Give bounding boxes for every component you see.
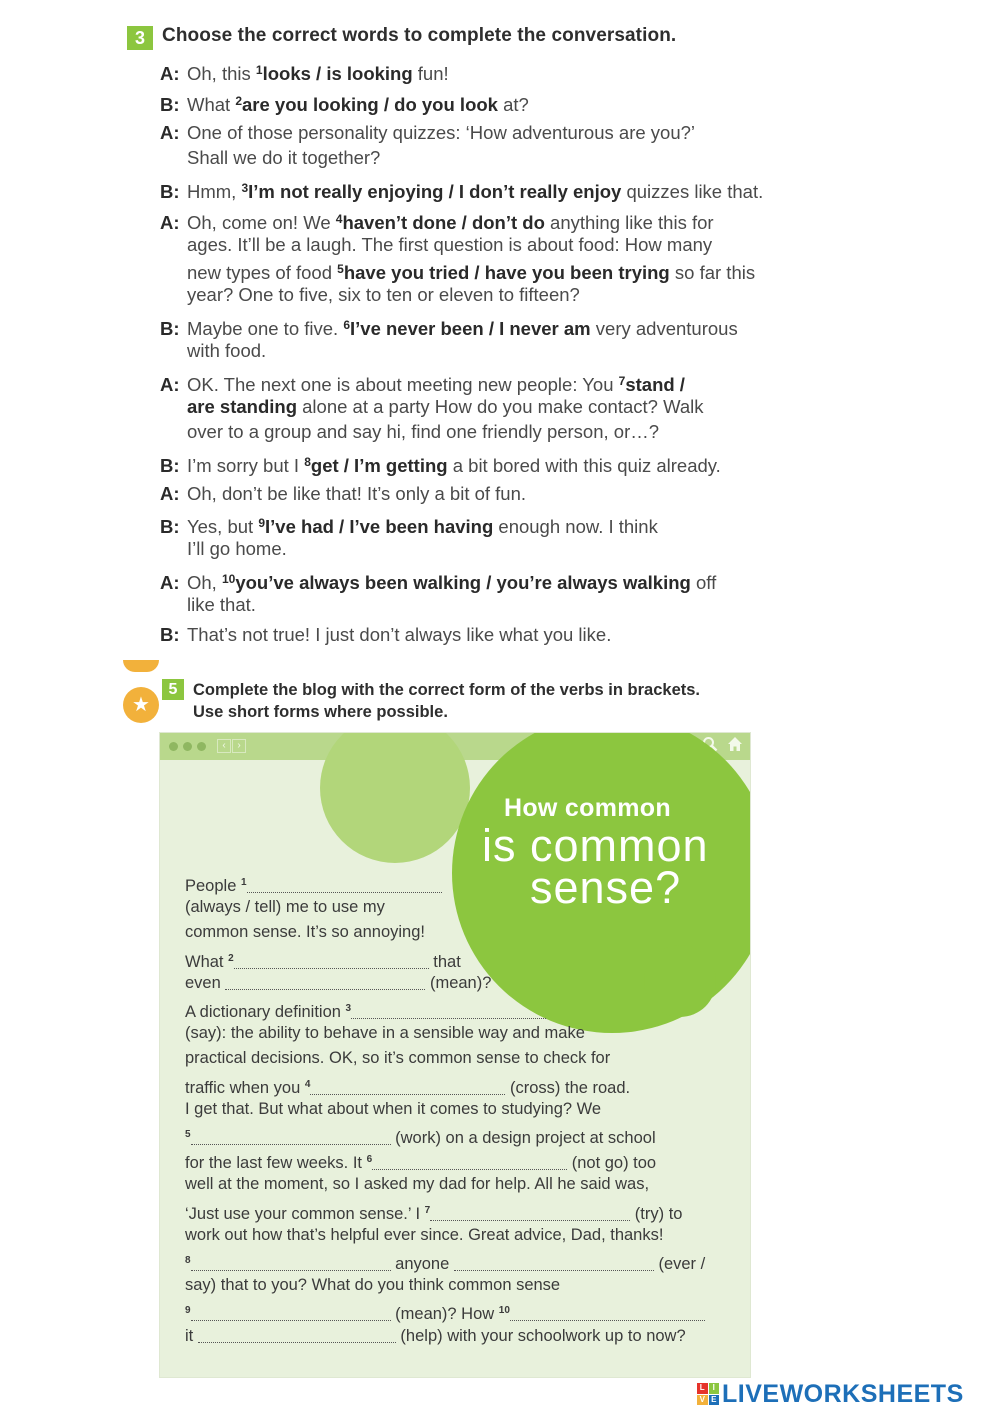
speaker-label: A: [160, 572, 180, 593]
conversation-line [160, 207, 714, 235]
blog-line [185, 1273, 560, 1298]
answer-options: you’ve always been walking / you’re always walking [235, 572, 691, 593]
item-number: 4 [335, 212, 343, 226]
logo-text: LIVEWORKSHEETS [722, 1379, 964, 1408]
text: so far this [669, 262, 756, 283]
text: (say): the ability to behave in a sensible way and make [185, 1024, 585, 1043]
speaker-label: A: [160, 483, 180, 504]
text: alone at a party How do you make contact? Walk [297, 396, 704, 417]
speaker-label: B: [160, 94, 180, 115]
text: anyone [390, 1255, 454, 1273]
item-number: 9 [185, 1305, 191, 1317]
conversation-line [160, 536, 287, 561]
liveworksheets-logo [697, 1381, 964, 1407]
text: year? One to five, six to ten or eleven to fifteen? [187, 284, 580, 305]
item-number: 1 [255, 63, 263, 77]
text: enough now. I think [493, 516, 658, 537]
speaker-label: A: [160, 212, 180, 233]
logo-icon [697, 1383, 719, 1405]
text: (mean)? [425, 973, 492, 992]
speaker-label: B: [160, 455, 180, 476]
text: Shall we do it together? [187, 147, 381, 168]
answer-blank[interactable] [247, 879, 442, 893]
text: I get that. But what about when it comes to studying? We [185, 1099, 602, 1118]
conversation-line [160, 369, 685, 397]
answer-blank[interactable] [198, 1329, 396, 1343]
text: What [185, 952, 229, 971]
item-number: 10 [221, 572, 236, 586]
text: OK. The next one is about meeting new people: You [187, 374, 619, 395]
item-number: 3 [241, 181, 249, 195]
window-dot-icon [197, 742, 206, 751]
text: (try) to [630, 1204, 683, 1223]
text: like that. [187, 594, 256, 615]
text: (mean)? How [390, 1305, 499, 1324]
text: new types of food [187, 262, 338, 283]
conversation-line [160, 120, 695, 145]
exercise-instruction: Choose the correct words to complete the conversation. [162, 25, 677, 46]
text: practical decisions. OK, so it’s common sense to check for [185, 1049, 611, 1068]
item-number: 5 [337, 262, 344, 276]
text: a bit bored with this quiz already. [447, 455, 721, 476]
answer-blank[interactable] [372, 1156, 567, 1170]
item-number: 5 [185, 1129, 191, 1140]
blog-title: sense? [530, 862, 682, 913]
conversation-line [160, 232, 712, 257]
text: (cross) the road. [505, 1078, 631, 1097]
text: say) that to you? What do you think common sense [185, 1276, 561, 1295]
answer-blank[interactable] [454, 1257, 654, 1271]
text: for the last few weeks. It [185, 1154, 367, 1173]
text: with food. [187, 340, 267, 361]
answer-blank[interactable] [234, 955, 429, 969]
blog-window [160, 733, 750, 1377]
conversation-line [160, 145, 380, 170]
answer-options: I’m not really enjoying / I don’t really enjoy [248, 181, 622, 202]
item-number: 8 [185, 1255, 191, 1266]
blog-line [185, 1097, 601, 1122]
conversation-line [160, 622, 611, 647]
text: (work) on a design project at school [390, 1129, 656, 1147]
logo-letter: V [697, 1395, 708, 1406]
window-dot-icon [183, 742, 192, 751]
text: One of those personality quizzes: ‘How adventurous are you?’ [187, 122, 696, 143]
text: common sense. It’s so annoying! [185, 923, 425, 942]
logo-letter: I [709, 1383, 720, 1394]
conversation-line [160, 481, 526, 506]
answer-options: get / I’m getting [310, 455, 448, 476]
text: well at the moment, so I asked my dad for help. All he said was, [185, 1175, 650, 1194]
blog-line [185, 1021, 585, 1046]
conversation-line [160, 567, 716, 595]
text: That’s not true! I just don’t always like what you like. [187, 624, 612, 645]
text: over to a group and say hi, find one friendly person, or…? [187, 421, 660, 442]
answer-blank[interactable] [225, 976, 425, 990]
speaker-label: B: [160, 318, 180, 339]
answer-options: haven’t done / don’t do [342, 212, 545, 233]
text: that [428, 952, 461, 971]
text: very adventurous [590, 318, 738, 339]
blog-line [185, 971, 491, 996]
blog-line [185, 1324, 686, 1349]
conversation-line [160, 394, 704, 419]
conversation-line [160, 592, 256, 617]
answer-blank[interactable] [191, 1131, 391, 1145]
blog-title: is common [482, 820, 709, 871]
text: at? [497, 94, 529, 115]
answer-options: are standing [187, 396, 297, 417]
text: anything like this for [544, 212, 714, 233]
item-number: 6 [366, 1154, 373, 1166]
answer-blank[interactable] [510, 1307, 705, 1321]
blog-line [185, 895, 385, 920]
text: A dictionary definition [185, 1003, 346, 1021]
instruction-line: Use short forms where possible. [193, 703, 448, 721]
item-number: 2 [235, 94, 243, 108]
answer-options: stand / [625, 374, 685, 395]
answer-blank[interactable] [191, 1307, 391, 1321]
text: Oh, [187, 572, 222, 593]
answer-options: looks / is looking [262, 63, 413, 84]
instruction-line: Complete the blog with the correct form of the verbs in brackets. [193, 681, 701, 699]
text: What [187, 94, 236, 115]
conversation-line [160, 511, 658, 539]
conversation-line [160, 58, 449, 86]
answer-blank[interactable] [430, 1207, 630, 1221]
text: I’m sorry but I [187, 455, 305, 476]
blog-title: How common [504, 794, 671, 822]
text: ‘Just use your common sense.’ I [185, 1204, 425, 1223]
item-number: 4 [304, 1078, 311, 1090]
logo-letter: E [709, 1395, 720, 1406]
text: People [185, 877, 241, 895]
text: even [185, 973, 226, 992]
text: off [690, 572, 717, 593]
conversation-line [160, 176, 763, 204]
text: Maybe one to five. [187, 318, 344, 339]
blog-line [185, 1046, 610, 1071]
blog-line [185, 1223, 663, 1248]
text: it [185, 1326, 198, 1345]
item-number: 2 [228, 952, 234, 964]
answer-options: I’ve never been / I never am [350, 318, 591, 339]
item-number: 6 [343, 318, 350, 332]
logo-letter: L [697, 1383, 708, 1394]
item-number: 9 [258, 516, 266, 530]
back-icon[interactable]: ‹ [217, 739, 231, 753]
decorative-circle [644, 945, 716, 1017]
speaker-label: B: [160, 624, 180, 645]
speaker-label: A: [160, 374, 180, 395]
exercise-number: 3 [127, 26, 153, 50]
item-number: 7 [618, 374, 626, 388]
conversation-line [160, 282, 580, 307]
window-dot-icon [169, 742, 178, 751]
text: work out how that’s helpful ever since. Great advice, Dad, thanks! [185, 1225, 664, 1244]
item-number: 8 [304, 455, 311, 469]
conversation-line [160, 257, 755, 285]
text: Yes, but [187, 516, 259, 537]
speaker-label: B: [160, 181, 180, 202]
item-number: 10 [498, 1305, 510, 1317]
blog-line [185, 1172, 649, 1197]
text: quizzes like that. [621, 181, 764, 202]
forward-icon[interactable]: › [232, 739, 246, 753]
text: traffic when you [185, 1078, 305, 1097]
answer-blank[interactable] [351, 1005, 546, 1019]
text: Oh, this [187, 63, 256, 84]
exercise-number: 5 [162, 679, 184, 700]
text: Hmm, [187, 181, 242, 202]
answer-options: I’ve had / I’ve been having [265, 516, 494, 537]
speaker-label: A: [160, 122, 180, 143]
text: (help) with your schoolwork up to now? [395, 1326, 686, 1345]
badge-decoration [123, 660, 159, 672]
item-number: 7 [424, 1204, 431, 1216]
text: (always / tell) me to use my [185, 898, 385, 917]
text: Oh, come on! We [187, 212, 336, 233]
decorative-circle [320, 733, 470, 863]
conversation-line [160, 419, 659, 444]
answer-options: have you tried / have you been trying [343, 262, 670, 283]
answer-blank[interactable] [191, 1257, 391, 1271]
text: (ever / [653, 1255, 706, 1273]
text: ages. It’ll be a laugh. The first question is about food: How many [187, 234, 713, 255]
conversation-line [160, 313, 738, 341]
conversation-line [160, 89, 529, 117]
star-icon: ★ [123, 687, 159, 723]
conversation-line [160, 450, 721, 478]
conversation-line [160, 338, 266, 363]
item-number: 1 [240, 877, 247, 888]
item-number: 3 [345, 1003, 352, 1014]
answer-options: are you looking / do you look [242, 94, 498, 115]
text: I’ll go home. [187, 538, 287, 559]
text: (not go) too [567, 1154, 657, 1173]
speaker-label: A: [160, 63, 180, 84]
blog-line [185, 920, 425, 945]
text: Oh, don’t be like that! It’s only a bit of fun. [187, 483, 527, 504]
home-icon[interactable] [727, 736, 743, 758]
exercise-instruction [193, 679, 700, 723]
text: fun! [412, 63, 449, 84]
speaker-label: B: [160, 516, 180, 537]
answer-blank[interactable] [310, 1081, 505, 1095]
